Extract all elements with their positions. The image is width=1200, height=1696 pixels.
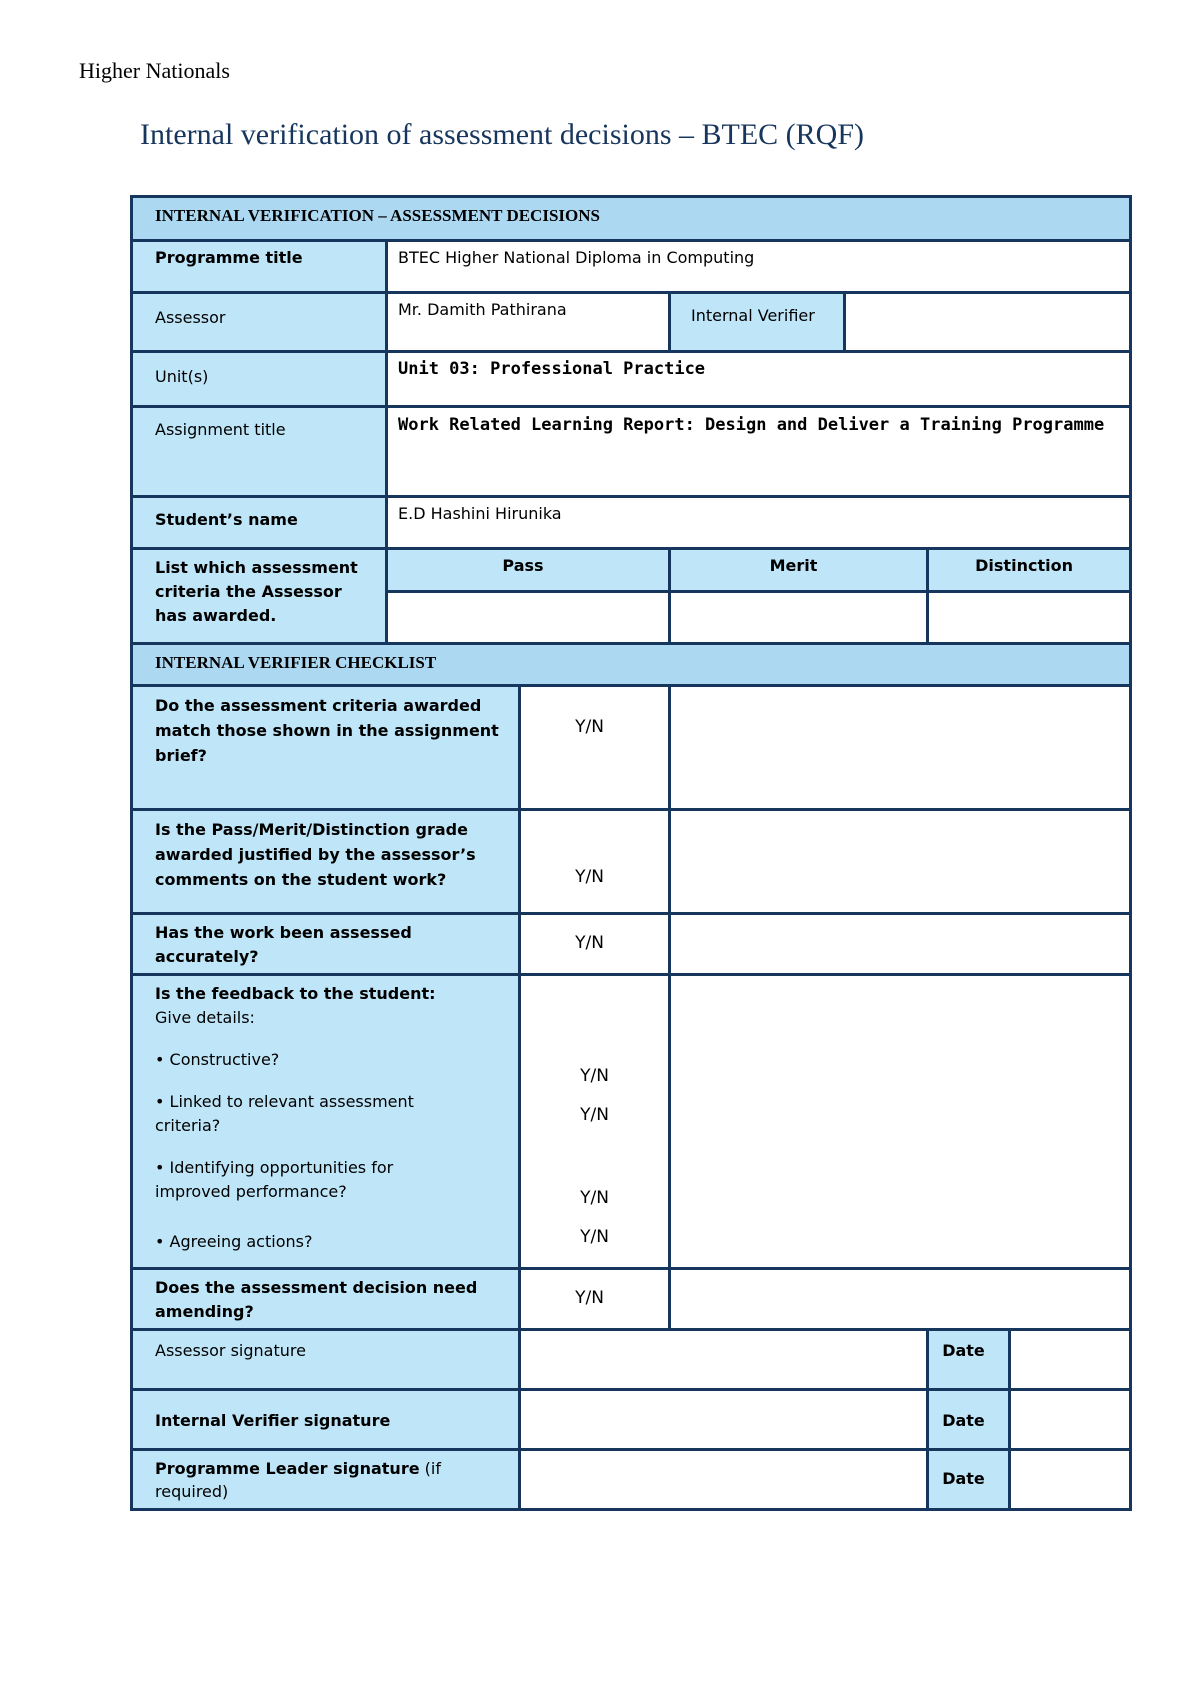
- leader-signature-label-main: Programme Leader signature: [155, 1459, 420, 1478]
- verifier-signature-field[interactable]: [520, 1390, 928, 1450]
- checklist-q4-yn-4[interactable]: Y/N: [580, 1227, 609, 1247]
- pass-criteria-cell[interactable]: [387, 592, 670, 644]
- checklist-q4-bullet-linked: • Linked to relevant assessment criteria?: [155, 1092, 414, 1135]
- distinction-criteria-cell[interactable]: [928, 592, 1131, 644]
- assessor-signature-label: Assessor signature: [132, 1330, 520, 1390]
- checklist-q1: Do the assessment criteria awarded match those shown in the assignment brief?: [132, 686, 520, 810]
- checklist-q4-yn-cell: [520, 975, 670, 1269]
- section-heading-checklist: INTERNAL VERIFIER CHECKLIST: [132, 644, 1131, 686]
- checklist-q2: Is the Pass/Merit/Distinction grade awarded justified by the assessor’s comments on the student work?: [132, 810, 520, 914]
- programme-title-value: BTEC Higher National Diploma in Computing: [387, 241, 1131, 293]
- checklist-q2-yn[interactable]: Y/N: [520, 810, 670, 914]
- assessor-value: Mr. Damith Pathirana: [387, 293, 670, 352]
- assignment-title-label: Assignment title: [132, 407, 387, 497]
- checklist-q1-comment[interactable]: [670, 686, 1131, 810]
- leader-signature-label: [132, 1450, 520, 1510]
- section-heading-assessment-decisions: INTERNAL VERIFICATION – ASSESSMENT DECISIONS: [132, 197, 1131, 241]
- checklist-q4-title: Is the feedback to the student:: [155, 984, 436, 1003]
- criteria-label: List which assessment criteria the Assessor has awarded.: [132, 549, 387, 644]
- verifier-signature-label: Internal Verifier signature: [132, 1390, 520, 1450]
- checklist-q4-bullet-constructive: • Constructive?: [155, 1050, 280, 1069]
- checklist-q4-sub: Give details:: [155, 1008, 255, 1027]
- student-name-value: E.D Hashini Hirunika: [387, 497, 1131, 549]
- leader-signature-label-note: (if required): [155, 1459, 441, 1501]
- page-title: Internal verification of assessment decisions – BTEC (RQF): [140, 118, 865, 151]
- student-name-label: Student’s name: [132, 497, 387, 549]
- verifier-date-label: Date: [928, 1390, 1010, 1450]
- units-value: Unit 03: Professional Practice: [387, 352, 1131, 407]
- verification-table: [130, 195, 1132, 1511]
- merit-column-header: Merit: [670, 549, 928, 592]
- internal-verifier-value[interactable]: [845, 293, 1131, 352]
- distinction-column-header: Distinction: [928, 549, 1131, 592]
- checklist-q5-yn[interactable]: Y/N: [520, 1269, 670, 1330]
- checklist-q4-yn-3[interactable]: Y/N: [580, 1188, 609, 1208]
- assessor-date-label: Date: [928, 1330, 1010, 1390]
- page-header: Higher Nationals: [79, 58, 230, 83]
- assessor-signature-field[interactable]: [520, 1330, 928, 1390]
- checklist-q5-comment[interactable]: [670, 1269, 1131, 1330]
- units-label: Unit(s): [132, 352, 387, 407]
- checklist-q3-yn[interactable]: Y/N: [520, 914, 670, 975]
- checklist-q2-comment[interactable]: [670, 810, 1131, 914]
- programme-title-label: Programme title: [132, 241, 387, 293]
- checklist-q3-comment[interactable]: [670, 914, 1131, 975]
- checklist-q4: [132, 975, 520, 1269]
- leader-date-field[interactable]: [1010, 1450, 1131, 1510]
- checklist-q1-yn[interactable]: Y/N: [520, 686, 670, 810]
- leader-signature-field[interactable]: [520, 1450, 928, 1510]
- checklist-q3: Has the work been assessed accurately?: [132, 914, 520, 975]
- assessor-date-field[interactable]: [1010, 1330, 1131, 1390]
- merit-criteria-cell[interactable]: [670, 592, 928, 644]
- verifier-date-field[interactable]: [1010, 1390, 1131, 1450]
- checklist-q4-bullet-opportunities: • Identifying opportunities for improved performance?: [155, 1158, 394, 1201]
- checklist-q4-yn-1[interactable]: Y/N: [580, 1066, 609, 1086]
- checklist-q5: Does the assessment decision need amending?: [132, 1269, 520, 1330]
- assignment-title-value: Work Related Learning Report: Design and Deliver a Training Programme: [387, 407, 1131, 497]
- leader-date-label: Date: [928, 1450, 1010, 1510]
- assessor-label: Assessor: [132, 293, 387, 352]
- checklist-q4-bullet-actions: • Agreeing actions?: [155, 1232, 313, 1251]
- internal-verifier-label: Internal Verifier: [670, 293, 845, 352]
- checklist-q4-yn-2[interactable]: Y/N: [580, 1105, 609, 1125]
- checklist-q4-comment[interactable]: [670, 975, 1131, 1269]
- pass-column-header: Pass: [387, 549, 670, 592]
